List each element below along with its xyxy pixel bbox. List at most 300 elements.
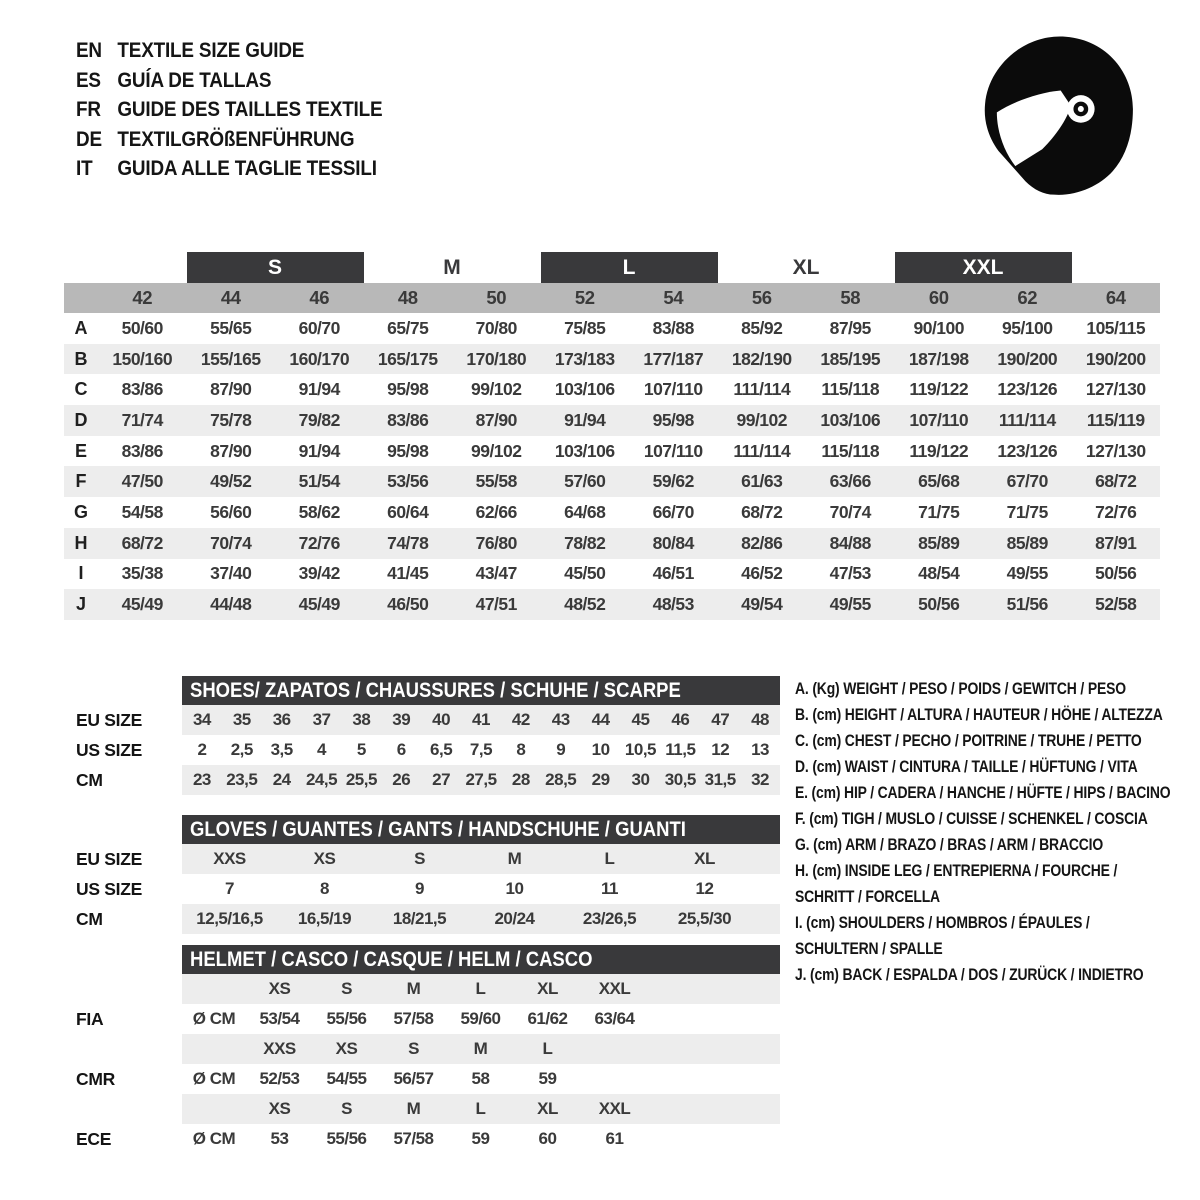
cell-value: 54/55 (326, 1069, 367, 1088)
cell-value: 12 (711, 740, 730, 759)
cell-value: 99/102 (470, 379, 522, 400)
cell-value: 55/65 (210, 317, 252, 338)
cell-value: 8 (516, 740, 526, 759)
row-letter: H (74, 532, 88, 553)
section-title: SHOES/ ZAPATOS / CHAUSSURES / SCHUHE / SCARPE (190, 678, 681, 702)
table-row (64, 528, 1160, 559)
cell-value: 59 (471, 1129, 490, 1148)
cell-value: 91/94 (298, 440, 340, 461)
gloves-table (64, 815, 780, 934)
cell-value: 85/89 (918, 532, 960, 553)
measurement-rows (64, 313, 1160, 620)
unit-label: Ø CM (192, 1069, 236, 1088)
cell-value: 53/56 (387, 471, 429, 492)
cell-value: 12,5/16,5 (196, 909, 263, 928)
gloves-row (64, 844, 780, 874)
numeric-size: 48 (397, 287, 418, 308)
row-values (182, 765, 780, 795)
size-group-xl: XL (792, 255, 820, 279)
language-list (76, 36, 382, 184)
row-label: EU SIZE (76, 848, 142, 869)
cell-value: 87/90 (475, 409, 517, 430)
cell-value: 127/130 (1085, 379, 1146, 400)
cell-value: 28,5 (545, 770, 577, 789)
row-letter: F (75, 471, 87, 492)
cell-value: 27,5 (465, 770, 497, 789)
cell-value: 6 (396, 740, 406, 759)
cell-value: 45/49 (121, 594, 163, 615)
size-group-m: M (443, 255, 461, 279)
cell-value: 44 (591, 710, 610, 729)
cell-value: 27 (432, 770, 451, 789)
numeric-size: 60 (928, 287, 949, 308)
cell-value: 53 (270, 1129, 289, 1148)
cell-value: 2 (197, 740, 207, 759)
cell-value: 30 (631, 770, 650, 789)
helmet-size-row (64, 974, 780, 1004)
cell-value: 91/94 (298, 379, 340, 400)
accessory-tables (64, 676, 780, 1154)
cell-value: 11 (601, 879, 618, 898)
cell-value: 10 (505, 879, 524, 898)
helmet-value-row (64, 1124, 780, 1154)
cell-value: 25,5 (345, 770, 377, 789)
cell-value: 9 (556, 740, 566, 759)
cell-value: 12 (695, 879, 714, 898)
cell-value: 71/75 (918, 501, 960, 522)
cell-value: 91/94 (564, 409, 606, 430)
row-values (182, 1124, 780, 1154)
size-label: M (473, 1039, 488, 1058)
textile-size-table (64, 252, 1160, 620)
language-code: ES (76, 68, 101, 92)
cell-value: 47/50 (121, 471, 163, 492)
numeric-size-row (64, 283, 1160, 313)
cell-value: 55/58 (475, 471, 517, 492)
cell-value: 53/54 (259, 1009, 300, 1028)
cell-value: 49/55 (829, 594, 871, 615)
table-row (64, 436, 1160, 467)
cell-value: 105/115 (1086, 317, 1146, 338)
row-letter: I (78, 563, 84, 584)
cell-value: 13 (751, 740, 770, 759)
cell-value: 87/95 (829, 317, 871, 338)
row-values (182, 844, 780, 874)
size-label: XL (537, 1099, 558, 1118)
cell-value: 62/66 (475, 501, 517, 522)
cell-value: 74/78 (387, 532, 429, 553)
cell-value: 90/100 (913, 317, 965, 338)
cell-value: 38 (352, 710, 371, 729)
cell-value: 46 (671, 710, 690, 729)
table-row (64, 313, 1160, 344)
cell-value: 57/60 (564, 471, 606, 492)
legend-entry: D. (cm) WAIST / CINTURA / TAILLE / HÜFTUNG / VITA (795, 757, 1138, 776)
cell-value: 95/98 (652, 409, 694, 430)
cell-value: 5 (356, 740, 366, 759)
size-label: XXL (598, 979, 631, 998)
cell-value: 58/62 (298, 501, 340, 522)
helmet-value-row (64, 1004, 780, 1034)
numeric-size: 54 (663, 287, 684, 308)
row-values (182, 1034, 780, 1064)
cell-value: 84/88 (829, 532, 871, 553)
cell-value: 57/58 (393, 1009, 434, 1028)
cell-value: 16,5/19 (297, 909, 352, 928)
cell-value: 32 (751, 770, 770, 789)
numeric-size: 52 (574, 287, 595, 308)
cell-value: 65/75 (387, 317, 429, 338)
cell-value: 42 (511, 710, 530, 729)
gloves-row (64, 874, 780, 904)
table-row (64, 497, 1160, 528)
cell-value: 24,5 (305, 770, 338, 789)
cell-value: 6,5 (430, 740, 453, 759)
cell-value: 39/42 (298, 563, 340, 584)
cell-value: 7,5 (469, 740, 493, 759)
cell-value: 87/91 (1095, 532, 1137, 553)
cell-value: 46/51 (652, 563, 694, 584)
language-code: IT (76, 157, 93, 180)
cell-value: 177/187 (643, 348, 704, 369)
gloves-title-bar (182, 815, 780, 844)
unit-label: Ø CM (192, 1129, 236, 1148)
cell-value: 70/74 (210, 532, 252, 553)
cell-value: 24 (272, 770, 291, 789)
row-letter: A (74, 317, 88, 338)
cell-value: 39 (392, 710, 411, 729)
cell-value: 160/170 (289, 348, 350, 369)
cell-value: 47/51 (475, 594, 517, 615)
cell-value: 11,5 (665, 740, 696, 759)
cell-value: 51/56 (1006, 594, 1048, 615)
language-code: EN (76, 39, 102, 62)
cell-value: 76/80 (475, 532, 517, 553)
size-label: XS (268, 979, 291, 998)
table-row (64, 559, 1160, 590)
cell-value: 170/180 (466, 348, 527, 369)
cell-value: 9 (415, 879, 424, 898)
table-row (64, 344, 1160, 375)
cell-value: 41 (472, 710, 490, 729)
cell-value: 30,5 (664, 770, 696, 789)
cell-value: 78/82 (564, 532, 606, 553)
standard-label: FIA (76, 1008, 104, 1029)
cell-value: 75/85 (564, 317, 606, 338)
numeric-size: 64 (1105, 287, 1126, 308)
cell-value: 111/114 (733, 379, 791, 400)
cell-value: 2,5 (230, 740, 253, 759)
cell-value: 85/89 (1006, 532, 1048, 553)
cell-value: 95/98 (387, 379, 429, 400)
cell-value: 111/114 (998, 409, 1056, 430)
cell-value: 75/78 (210, 409, 252, 430)
cell-value: 119/122 (909, 440, 969, 461)
cell-value: 127/130 (1085, 440, 1146, 461)
cell-value: 61 (605, 1129, 624, 1148)
size-label: XS (335, 1039, 358, 1058)
cell-value: 70/80 (475, 317, 517, 338)
cell-value: 67/70 (1006, 471, 1048, 492)
cell-value: 95/100 (1001, 317, 1053, 338)
cell-value: 18/21,5 (392, 909, 447, 928)
row-letter: E (74, 440, 87, 461)
gloves-row (64, 904, 780, 934)
cell-value: 103/106 (820, 409, 881, 430)
cell-value: 56/60 (210, 501, 252, 522)
cell-value: 46/52 (741, 563, 783, 584)
section-title: HELMET / CASCO / CASQUE / HELM / CASCO (190, 947, 593, 971)
cell-value: 64/68 (564, 501, 606, 522)
row-letter: J (75, 594, 86, 615)
cell-value: XS (313, 849, 336, 868)
size-label: M (406, 1099, 421, 1118)
shoes-row (64, 765, 780, 795)
language-code: DE (76, 127, 102, 151)
cell-value: 10,5 (624, 740, 656, 759)
cell-value: 54/58 (121, 501, 163, 522)
cell-value: 36 (272, 710, 291, 729)
cell-value: 55/56 (326, 1009, 367, 1028)
numeric-size: 46 (309, 287, 330, 308)
cell-value: 80/84 (652, 532, 694, 553)
legend-entry: I. (cm) SHOULDERS / HOMBROS / ÉPAULES / SCHULTERN / SPALLE (795, 913, 1090, 958)
cell-value: XL (694, 849, 715, 868)
cell-value: 190/200 (997, 348, 1058, 369)
cell-value: 50/56 (918, 594, 960, 615)
cell-value: 35 (232, 710, 251, 729)
size-label: XL (537, 979, 558, 998)
row-values (182, 1064, 780, 1094)
cell-value: 173/183 (554, 348, 615, 369)
size-label: S (341, 979, 352, 998)
cell-value: 20/24 (494, 909, 535, 928)
cell-value: 47/53 (829, 563, 871, 584)
racing-helmet-icon (975, 28, 1143, 200)
cell-value: 48 (751, 710, 770, 729)
cell-value: 34 (192, 710, 211, 729)
cell-value: 60 (538, 1129, 557, 1148)
measurement-legend (795, 676, 1176, 988)
size-label: XXL (598, 1099, 631, 1118)
standard-label: ECE (76, 1128, 112, 1149)
cell-value: 59 (538, 1069, 557, 1088)
cell-value: 63/66 (829, 471, 871, 492)
cell-value: 79/82 (298, 409, 340, 430)
row-label (64, 974, 182, 1004)
cell-value: 7 (225, 879, 234, 898)
legend-entry: G. (cm) ARM / BRAZO / BRAS / ARM / BRACCIO (795, 835, 1104, 854)
row-values (182, 904, 780, 934)
language-code: FR (76, 98, 101, 121)
cell-value: 31,5 (704, 770, 736, 789)
cell-value: 4 (317, 740, 326, 759)
numeric-size: 62 (1017, 287, 1038, 308)
helmet-title-bar (182, 945, 780, 974)
cell-value: 107/110 (909, 409, 969, 430)
row-label (64, 1094, 182, 1124)
legend-entry: C. (cm) CHEST / PECHO / POITRINE / TRUHE / PETTO (795, 731, 1142, 750)
numeric-size: 44 (220, 287, 241, 308)
cell-value: 51/54 (298, 471, 340, 492)
section-title: GLOVES / GUANTES / GANTS / HANDSCHUHE / GUANTI (190, 817, 686, 841)
cell-value: 187/198 (908, 348, 969, 369)
legend-entry: B. (cm) HEIGHT / ALTURA / HAUTEUR / HÖHE / ALTEZZA (795, 705, 1163, 724)
row-letter: C (74, 379, 88, 400)
row-label: US SIZE (76, 739, 142, 760)
cell-value: 8 (320, 879, 329, 898)
cell-value: 107/110 (643, 379, 703, 400)
cell-value: 37 (312, 710, 331, 729)
cell-value: 61/62 (527, 1009, 568, 1028)
cell-value: 41/45 (387, 563, 429, 584)
row-label: CM (76, 908, 103, 929)
language-label: TEXTILGRÖßENFÜHRUNG (117, 127, 355, 151)
cell-value: 48/52 (564, 594, 606, 615)
helmet-table (64, 945, 780, 1154)
row-letter: G (73, 501, 88, 522)
cell-value: 123/126 (997, 379, 1058, 400)
cell-value: 25,5/30 (677, 909, 732, 928)
size-group-row (64, 252, 1160, 283)
cell-value: 50/60 (121, 317, 163, 338)
row-letter: B (74, 348, 88, 369)
helmet-size-row (64, 1094, 780, 1124)
cell-value: 46/50 (387, 594, 429, 615)
cell-value: 115/119 (1086, 409, 1145, 430)
row-values (182, 735, 780, 765)
legend-entry: J. (cm) BACK / ESPALDA / DOS / ZURÜCK / INDIETRO (795, 965, 1144, 984)
cell-value: 55/56 (326, 1129, 367, 1148)
language-label: GUÍA DE TALLAS (117, 68, 272, 92)
cell-value: 95/98 (387, 440, 429, 461)
cell-value: 3,5 (270, 740, 293, 759)
size-label: XS (268, 1099, 291, 1118)
cell-value: 72/76 (298, 532, 340, 553)
cell-value: 61/63 (741, 471, 783, 492)
size-label: M (406, 979, 421, 998)
table-row (64, 405, 1160, 436)
cell-value: 66/70 (652, 501, 694, 522)
cell-value: 57/58 (393, 1129, 434, 1148)
cell-value: 43 (551, 710, 570, 729)
size-label: XXS (263, 1039, 296, 1058)
row-label: US SIZE (76, 878, 142, 899)
row-label: EU SIZE (76, 709, 142, 730)
cell-value: S (414, 849, 425, 868)
cell-value: 68/72 (121, 532, 163, 553)
helmet-size-row (64, 1034, 780, 1064)
cell-value: 37/40 (210, 563, 252, 584)
language-label: GUIDE DES TAILLES TEXTILE (117, 98, 383, 121)
cell-value: 56/57 (393, 1069, 434, 1088)
cell-value: 123/126 (997, 440, 1058, 461)
table-row (64, 589, 1160, 620)
unit-label: Ø CM (192, 1009, 236, 1028)
cell-value: 45/49 (298, 594, 340, 615)
cell-value: 99/102 (736, 409, 788, 430)
cell-value: 190/200 (1085, 348, 1146, 369)
cell-value: 47 (711, 710, 730, 729)
cell-value: L (604, 849, 615, 868)
cell-value: 43/47 (475, 563, 517, 584)
cell-value: 49/52 (210, 471, 252, 492)
size-label: L (475, 1099, 486, 1118)
cell-value: 52/53 (259, 1069, 300, 1088)
cell-value: 65/68 (918, 471, 960, 492)
table-row (64, 466, 1160, 497)
language-label: TEXTILE SIZE GUIDE (117, 39, 305, 62)
cell-value: 82/86 (741, 532, 783, 553)
legend-entry: F. (cm) TIGH / MUSLO / CUISSE / SCHENKEL / COSCIA (795, 809, 1148, 828)
cell-value: 83/86 (121, 379, 163, 400)
cell-value: 155/165 (200, 348, 261, 369)
row-values (182, 874, 780, 904)
shoes-title-bar (182, 676, 780, 705)
row-label (64, 1034, 182, 1064)
cell-value: 23/26,5 (582, 909, 637, 928)
cell-value: 107/110 (643, 440, 703, 461)
size-label: S (408, 1039, 419, 1058)
cell-value: 59/60 (460, 1009, 501, 1028)
cell-value: 59/62 (652, 471, 694, 492)
cell-value: 83/86 (387, 409, 429, 430)
numeric-size: 56 (751, 287, 772, 308)
cell-value: XXS (213, 849, 246, 868)
cell-value: 150/160 (112, 348, 173, 369)
helmet-value-row (64, 1064, 780, 1094)
shoes-table (64, 676, 780, 795)
cell-value: 83/88 (652, 317, 694, 338)
cell-value: 115/118 (821, 440, 880, 461)
numeric-size: 58 (840, 287, 861, 308)
cell-value: 99/102 (470, 440, 522, 461)
cell-value: 71/75 (1006, 501, 1048, 522)
racing-helmet-graphic (975, 28, 1143, 200)
language-label: GUIDA ALLE TAGLIE TESSILI (117, 157, 377, 180)
cell-value: 45/50 (564, 563, 606, 584)
cell-value: 83/86 (121, 440, 163, 461)
numeric-size: 42 (132, 287, 153, 308)
cell-value: 68/72 (741, 501, 783, 522)
cell-value: 28 (511, 770, 530, 789)
cell-value: 23,5 (226, 770, 258, 789)
cell-value: 50/56 (1095, 563, 1137, 584)
cell-value: 111/114 (733, 440, 791, 461)
legend-entry: A. (Kg) WEIGHT / PESO / POIDS / GEWITCH / PESO (795, 679, 1126, 698)
numeric-size: 50 (486, 287, 507, 308)
size-group-l: L (541, 252, 718, 283)
standard-label: CMR (76, 1068, 115, 1089)
cell-value: 29 (591, 770, 610, 789)
legend-entry: E. (cm) HIP / CADERA / HANCHE / HÜFTE / HIPS / BACINO (795, 783, 1171, 802)
cell-value: 10 (591, 740, 610, 759)
size-label: L (542, 1039, 553, 1058)
shoes-row (64, 705, 780, 735)
cell-value: 70/74 (829, 501, 871, 522)
cell-value: 87/90 (210, 440, 252, 461)
cell-value: 71/74 (121, 409, 163, 430)
row-values (182, 974, 780, 1004)
cell-value: 165/175 (377, 348, 438, 369)
cell-value: 68/72 (1095, 471, 1137, 492)
row-values (182, 705, 780, 735)
cell-value: 48/54 (918, 563, 960, 584)
cell-value: 87/90 (210, 379, 252, 400)
cell-value: 23 (192, 770, 211, 789)
cell-value: 40 (432, 710, 451, 729)
cell-value: 60/64 (387, 501, 429, 522)
